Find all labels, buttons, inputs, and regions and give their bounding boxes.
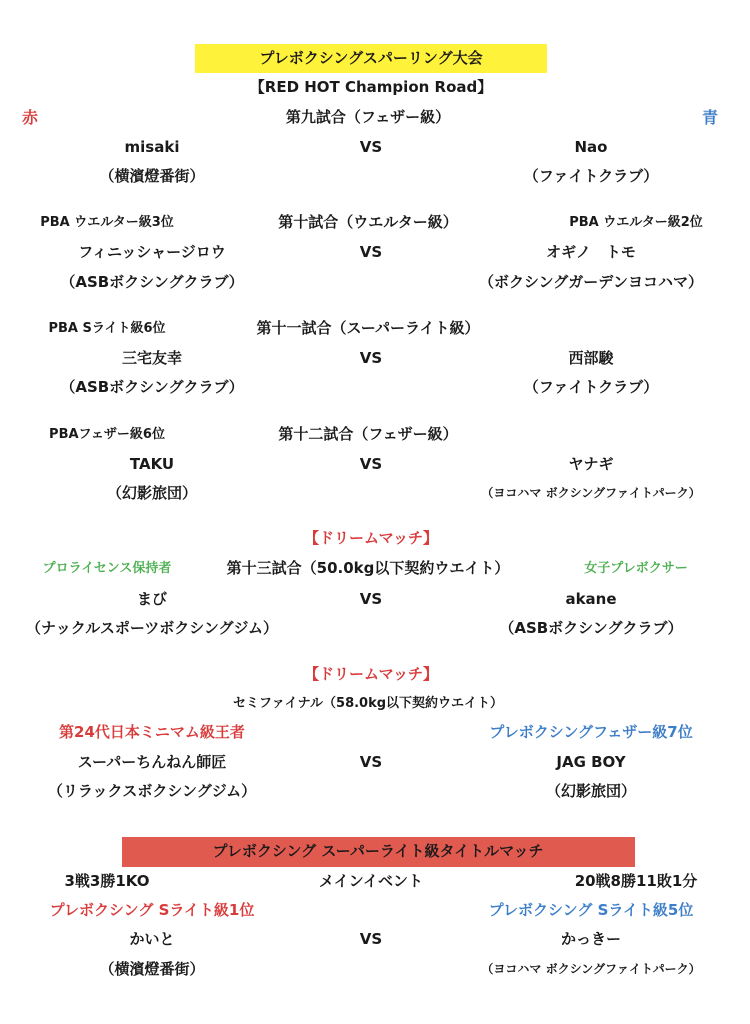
red-fighter-rank: プロライセンス保持者 — [42, 561, 172, 576]
vs-label: VS — [359, 590, 383, 608]
blue-fighter-name: Nao — [574, 138, 608, 156]
vs-label: VS — [359, 349, 383, 367]
red-fighter-name: スーパーちんねん師匠 — [77, 753, 227, 771]
vs-label: VS — [359, 138, 383, 156]
event-subtitle: 【RED HOT Champion Road】 — [249, 78, 493, 96]
vs-label: VS — [359, 455, 383, 473]
blue-corner-label: 青 — [701, 108, 718, 127]
blue-fighter-name: かっきー — [560, 930, 622, 948]
blue-fighter-rank: プレボクシングフェザー級7位 — [489, 723, 693, 741]
red-fighter-gym: （ASBボクシングクラブ） — [60, 273, 244, 291]
red-fighter-rank: プレボクシング Sライト級1位 — [49, 901, 255, 919]
red-fighter-name: 三宅友幸 — [121, 349, 183, 367]
blue-fighter-gym: （ASBボクシングクラブ） — [499, 619, 683, 637]
red-fighter-gym: （ナックルスポーツボクシングジム） — [26, 619, 278, 637]
red-fighter-name: フィニッシャージロウ — [78, 243, 226, 261]
title-match-label: プレボクシング スーパーライト級タイトルマッチ — [212, 842, 544, 860]
red-fighter-name: かいと — [129, 930, 175, 948]
blue-fighter-name: ヤナギ — [568, 455, 614, 473]
blue-fighter-name: akane — [565, 590, 617, 608]
dream-match-label: 【ドリームマッチ】 — [303, 665, 439, 683]
blue-fighter-gym: （ファイトクラブ） — [523, 378, 659, 396]
blue-fighter-gym: （幻影旅団） — [545, 782, 637, 800]
vs-label: VS — [359, 243, 383, 261]
blue-fighter-rank: PBA ウエルター級2位 — [569, 215, 703, 230]
red-fighter-rank: 第24代日本ミニマム級王者 — [59, 723, 245, 741]
blue-fighter-gym: （ボクシングガーデンヨコハマ） — [478, 273, 704, 291]
blue-fighter-name: JAG BOY — [556, 753, 626, 771]
red-fighter-name: misaki — [124, 138, 180, 156]
red-fighter-gym: （横濱燈番街） — [99, 960, 205, 978]
red-fighter-name: TAKU — [129, 455, 175, 473]
red-fighter-gym: （横濱燈番街） — [99, 167, 205, 185]
red-fighter-record: 3戦3勝1KO — [64, 872, 150, 890]
blue-fighter-name: 西部駿 — [568, 349, 614, 367]
blue-fighter-rank: 女子プレボクサー — [584, 561, 688, 576]
red-fighter-rank: PBAフェザー級6位 — [49, 427, 165, 442]
blue-fighter-rank: プレボクシング Sライト級5位 — [488, 901, 694, 919]
blue-fighter-gym: （ファイトクラブ） — [523, 167, 659, 185]
blue-fighter-record: 20戦8勝11敗1分 — [574, 872, 698, 890]
red-fighter-gym: （リラックスボクシングジム） — [47, 782, 257, 800]
bout-title: 第十二試合（フェザー級） — [278, 425, 458, 443]
bout-title: 第十三試合（50.0kg以下契約ウエイト） — [226, 559, 510, 577]
blue-fighter-name: オギノ トモ — [546, 243, 636, 261]
bout-title: 第九試合（フェザー級） — [285, 108, 451, 126]
red-corner-label: 赤 — [22, 108, 39, 127]
dream-match-label: 【ドリームマッチ】 — [303, 529, 439, 547]
blue-fighter-gym: （ヨコハマ ボクシングファイトパーク） — [481, 486, 701, 500]
red-fighter-gym: （幻影旅団） — [106, 484, 198, 502]
vs-label: VS — [359, 930, 383, 948]
red-fighter-rank: PBA ウエルター級3位 — [40, 215, 174, 230]
blue-fighter-gym: （ヨコハマ ボクシングファイトパーク） — [481, 962, 701, 976]
event-title: プレボクシングスパーリング大会 — [259, 49, 483, 67]
bout-title: 第十試合（ウエルター級） — [278, 213, 458, 231]
vs-label: VS — [359, 753, 383, 771]
bout-title: メインイベント — [319, 872, 423, 890]
red-fighter-gym: （ASBボクシングクラブ） — [60, 378, 244, 396]
red-fighter-name: まび — [136, 590, 168, 608]
red-fighter-rank: PBA Sライト級6位 — [48, 321, 166, 336]
bout-title: 第十一試合（スーパーライト級） — [256, 319, 480, 337]
bout-title: セミファイナル（58.0kg以下契約ウエイト） — [232, 696, 504, 711]
